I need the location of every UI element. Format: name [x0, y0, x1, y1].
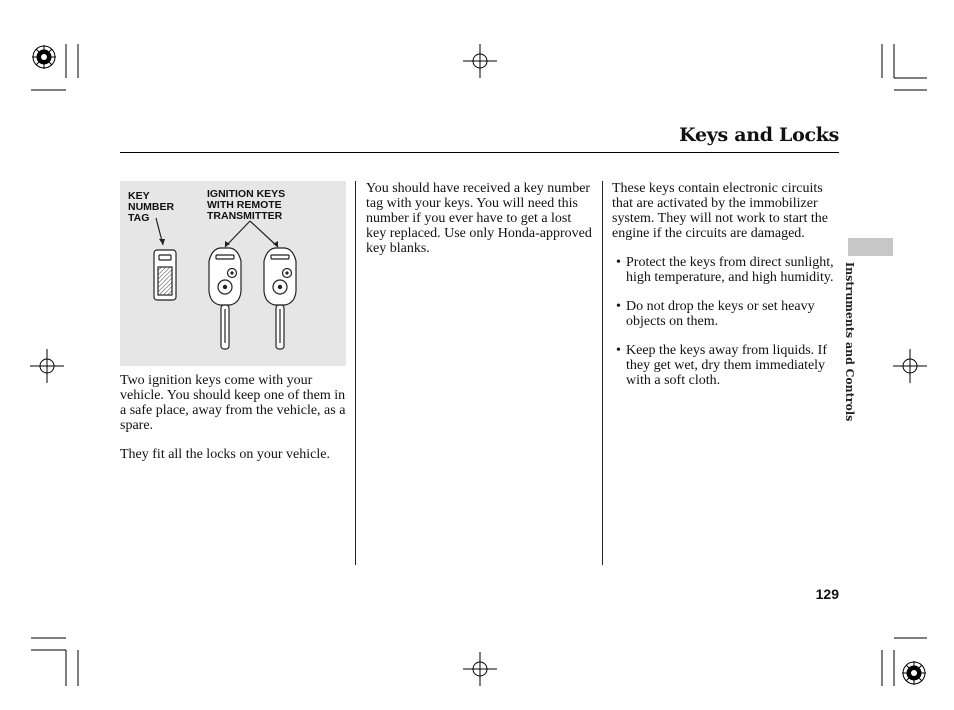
- key-number-tag-label: KEY NUMBER TAG: [128, 190, 175, 224]
- ignition-key-icon: [264, 248, 296, 349]
- section-label: [830, 262, 856, 422]
- paragraph: These keys contain electronic circuits that are activated by the immobilizer system. They will not work to start the engine if the circuits are damaged.: [612, 181, 828, 241]
- page-number: 129: [815, 586, 839, 602]
- precautions-list: [612, 255, 834, 388]
- column-divider: [602, 181, 603, 565]
- list-item: • Do not drop the keys or set heavy objects on them.: [612, 299, 834, 329]
- list-item: • Protect the keys from direct sunlight, high temperature, and high humidity.: [612, 255, 834, 285]
- column-divider: [355, 181, 356, 565]
- column-3-text: [612, 181, 834, 402]
- title-rule: [120, 152, 839, 153]
- page-title: Keys and Locks: [679, 124, 839, 146]
- section-label-text: Instruments and Controls: [843, 262, 856, 422]
- keys-drawing: [120, 181, 346, 366]
- column-2-text: [366, 181, 594, 270]
- section-tab: [848, 238, 893, 256]
- ignition-keys-label: IGNITION KEYS WITH REMOTE TRANSMITTER: [207, 188, 286, 222]
- paragraph: Two ignition keys come with your vehicle. You should keep one of them in a safe place, away from the vehicle, as a spare.: [120, 373, 346, 433]
- paragraph: You should have received a key number tag with your keys. You will need this number if you ever have to get a lost key replaced. Use only Honda-approved key blanks.: [366, 181, 592, 256]
- list-item: • Keep the keys away from liquids. If they get wet, dry them immediately with a soft cloth.: [612, 343, 834, 388]
- paragraph: They fit all the locks on your vehicle.: [120, 447, 330, 462]
- ignition-key-icon: [209, 248, 241, 349]
- keys-illustration: [120, 181, 346, 366]
- column-1-text: [120, 373, 348, 476]
